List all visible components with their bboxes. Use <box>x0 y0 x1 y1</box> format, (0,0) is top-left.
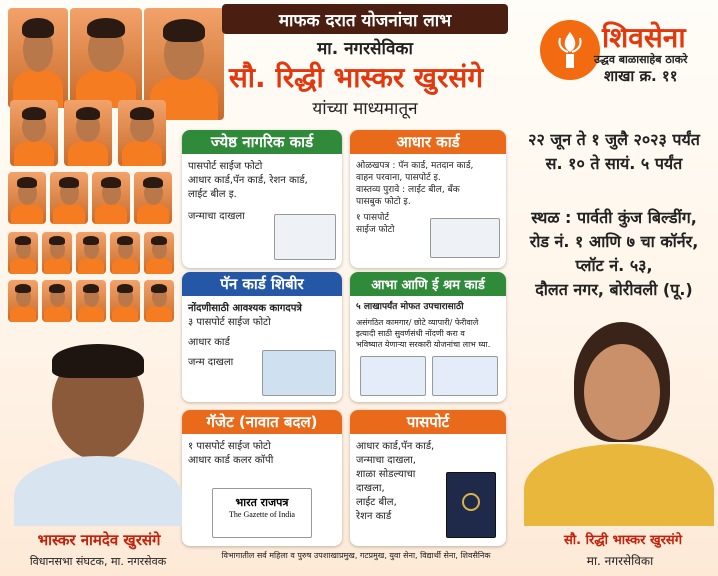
card-line: १ पासपोर्ट <box>356 213 390 223</box>
card-line: लाईट बील, <box>356 497 397 508</box>
card-line: वास्तव्य पुरावे : लाईट बील, बँक <box>356 185 460 195</box>
card-title: आधार कार्ड <box>350 130 506 156</box>
leader-photo <box>64 100 112 166</box>
card-line: आधार कार्ड <box>188 337 230 348</box>
venue-line: स्थळ : पार्वती कुंज बिल्डींग, <box>531 208 697 227</box>
right-person-name: सौ. रिद्धी भास्कर खुरसंगे <box>563 533 683 548</box>
gazette-image <box>212 488 312 538</box>
header-banner: माफक दरात योजनांचा लाभ <box>222 4 508 34</box>
leader-photo <box>8 8 68 108</box>
left-person-name: भास्कर नामदेव खुरसंगे <box>37 531 161 549</box>
card-line: लाईट बील इ. <box>188 189 237 200</box>
venue-line: दौलत नगर, बोरीवली (पू.) <box>535 280 693 299</box>
card-aadhaar <box>350 130 506 268</box>
via-text: यांच्या माध्यमातून <box>312 99 418 119</box>
left-person-photo <box>14 330 182 526</box>
leader-photo <box>70 8 142 108</box>
eshram-card-image <box>432 356 498 396</box>
card-line: जन्माचा दाखला, <box>356 455 416 466</box>
honorific: मा. नगरसेविका <box>317 39 413 59</box>
left-person-designation: विधानसभा संघटक, मा. नगरसेवक <box>29 555 167 568</box>
card-abha <box>350 272 506 402</box>
card-line: शाळा सोडल्याचा <box>356 469 416 480</box>
leader-photo <box>118 100 166 166</box>
card-line: जन्माचा दाखला <box>188 211 245 222</box>
branch-number: शाखा क्र. ११ <box>604 67 678 85</box>
card-line: साईज फोटो <box>356 225 395 235</box>
card-line: असंगठित कामगार/ छोटे व्यापारी/ फेरीवाले <box>356 318 479 327</box>
passport-image <box>446 472 496 538</box>
leader-photo <box>10 100 58 166</box>
card-title: ज्येष्ठ नागरिक कार्ड <box>182 130 342 156</box>
pan-card-image <box>262 350 336 396</box>
card-line: रेशन कार्ड <box>356 511 392 522</box>
card-line: इत्यादी साठी सुवर्णसंधी नोंदणी करा व <box>356 329 465 338</box>
gazette-title: भारत राजपत्र <box>235 496 289 509</box>
right-person-designation: मा. नगरसेविका <box>586 554 654 568</box>
card-line: नोंदणीसाठी आवश्यक कागदपत्रे <box>188 303 302 314</box>
right-person-photo <box>524 314 714 526</box>
card-line: भविष्यात येणाऱ्या सरकारी योजनांचा लाभ घ्या. <box>356 340 491 349</box>
card-pan <box>182 272 342 402</box>
candidate-name: सौ. रिद्धी भास्कर खुरसंगे <box>228 61 484 94</box>
torch-icon <box>540 20 600 80</box>
card-line: दाखला, <box>356 483 385 494</box>
event-dates <box>514 128 714 176</box>
card-title: पॅन कार्ड शिबीर <box>182 272 342 298</box>
aadhaar-card-image <box>430 218 500 258</box>
card-line: ५ लाखापर्यंत मोफत उपचारासाठी <box>356 302 464 312</box>
card-passport <box>350 410 506 546</box>
venue-line: रोड नं. १ आणि ७ चा कॉर्नर, <box>529 232 699 251</box>
card-title: गॅजेट (नावात बदल) <box>182 410 342 436</box>
senior-card-image <box>274 214 336 260</box>
card-title: आभा आणि ई श्रम कार्ड <box>350 272 506 298</box>
card-line: आधार कार्ड कलर कॉपी <box>188 455 274 466</box>
time-range: स. १० ते सायं. ५ पर्यंत <box>545 154 683 173</box>
card-line: आधार कार्ड,पॅन कार्ड, रेशन कार्ड, <box>188 175 308 186</box>
card-line: आधार कार्ड,पॅन कार्ड, <box>356 441 435 452</box>
card-line: जन्म दाखला <box>188 357 234 368</box>
card-line: पासबुक फोटो इ. <box>356 197 411 207</box>
card-title: पासपोर्ट <box>350 410 506 436</box>
card-gazette <box>182 410 342 546</box>
venue-line: प्लॉट नं. ५३, <box>575 256 653 275</box>
card-line: ३ पासपोर्ट साईज फोटो <box>188 317 271 328</box>
party-name: शिवसेना <box>602 21 686 54</box>
card-line: ओळखपत्र : पॅन कार्ड, मतदान कार्ड, <box>356 161 474 171</box>
party-leader: उद्धव बाळासाहेब ठाकरे <box>594 53 688 66</box>
date-range: २२ जून ते १ जुलै २०२३ पर्यंत <box>528 130 700 149</box>
card-line: पासपोर्ट साईज फोटो <box>188 161 263 172</box>
card-line: वाहन परवाना, पासपोर्ट इ. <box>356 173 441 183</box>
footer-text: विभागातील सर्व महिला व पुरुष उपशाखाप्रमुख, गटप्रमुख, युवा सेना, विद्यार्थी सेना, शिवसैनिक <box>221 551 491 560</box>
abha-card-image <box>360 356 426 396</box>
card-senior-citizen <box>182 130 342 268</box>
card-line: १ पासपोर्ट साईज फोटो <box>188 441 271 452</box>
venue <box>512 206 716 302</box>
gazette-subtitle: The Gazette of India <box>229 510 295 519</box>
